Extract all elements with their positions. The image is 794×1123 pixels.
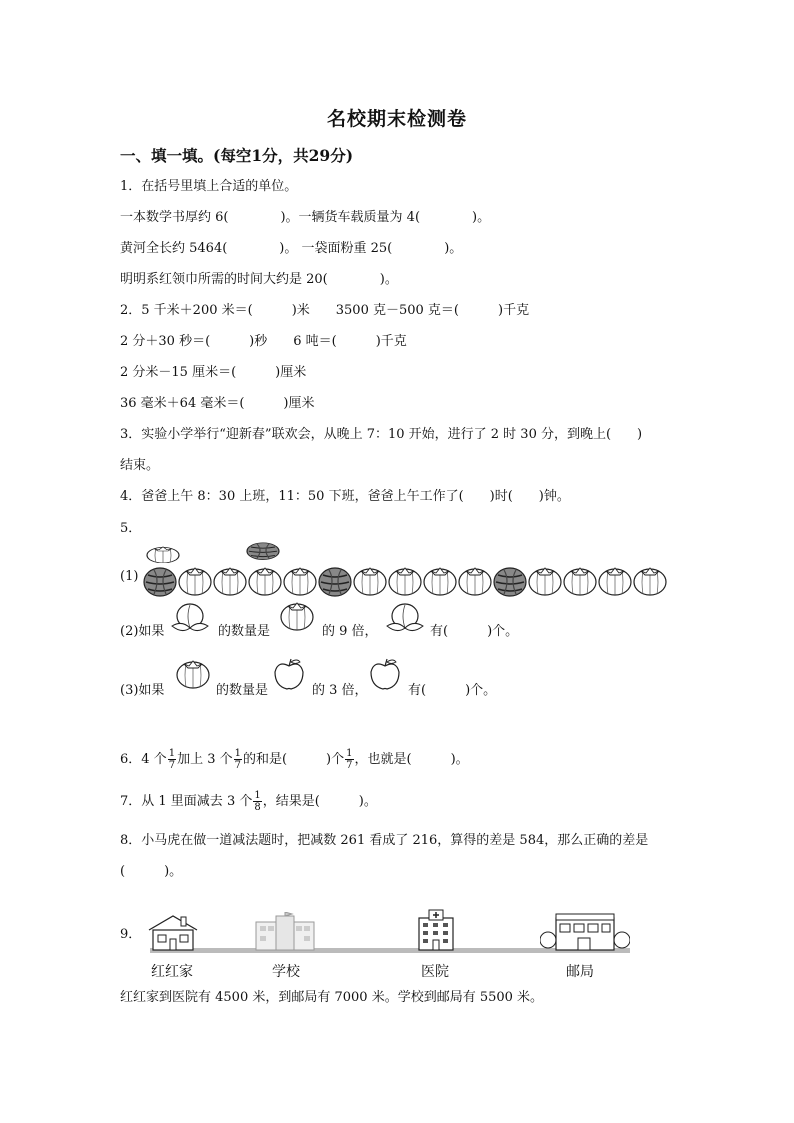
q1-line-3: 明明系红领巾所需的时间大约是 20( )。 bbox=[120, 272, 398, 287]
q8-line-1: 8．小马虎在做一道减法题时，把减数 261 看成了 216，算得的差是 584，那么正确的差是 bbox=[120, 833, 649, 848]
q5-part2-a: (2)如果 bbox=[120, 624, 165, 639]
place-label-school: 学校 bbox=[272, 964, 300, 980]
apple-icon bbox=[272, 658, 308, 694]
q1-line-1: 一本数学书厚约 6( )。一辆货车载质量为 4( )。 bbox=[120, 210, 491, 225]
q7-text-a: 7．从 1 里面减去 3 个 bbox=[120, 794, 253, 809]
q5-part3-b: 的数量是 bbox=[216, 683, 269, 698]
apple-icon bbox=[368, 658, 404, 694]
tomato-icon bbox=[564, 568, 596, 595]
fraction-denominator: 8 bbox=[254, 802, 261, 813]
tomato-icon bbox=[599, 568, 631, 595]
q2-line-4: 36 毫米＋64 毫米＝( )厘米 bbox=[120, 396, 315, 411]
q5-part3-d: 有( )个。 bbox=[408, 683, 497, 698]
tomato-icon bbox=[176, 658, 214, 694]
q3-line-1: 3．实验小学举行“迎新春”联欢会，从晚上 7：10 开始，进行了 2 时 30 分，到晚上( ) bbox=[120, 427, 643, 442]
hospital-icon bbox=[415, 908, 457, 952]
fraction-denominator: 7 bbox=[168, 760, 176, 771]
fraction-denominator: 7 bbox=[234, 760, 241, 771]
q3-line-2: 结束。 bbox=[120, 458, 160, 473]
watermelon-icon bbox=[144, 568, 176, 596]
q5-part3-a: (3)如果 bbox=[120, 683, 165, 698]
q6-line bbox=[120, 748, 469, 771]
place-label-hospital: 医院 bbox=[421, 964, 449, 980]
house-icon bbox=[145, 912, 201, 952]
q6-text-b: 加上 3 个 bbox=[177, 752, 233, 767]
fraction-one-seventh bbox=[345, 748, 353, 771]
q4-line: 4．爸爸上午 8：30 上班，11：50 下班，爸爸上午工作了( )时( )钟。 bbox=[120, 489, 570, 504]
fraction-denominator: 7 bbox=[346, 760, 353, 771]
q9-number: 9． bbox=[120, 927, 142, 942]
tomato-icon bbox=[529, 568, 561, 595]
tomato-icon bbox=[280, 600, 316, 634]
q2-line-1: 2．5 千米＋200 米＝( )米 3500 克－500 克＝( )千克 bbox=[120, 303, 530, 318]
q5-part2-d: 有( )个。 bbox=[430, 624, 519, 639]
q6-text-d: ，也就是( )。 bbox=[354, 752, 469, 767]
tomato-icon bbox=[459, 568, 491, 595]
tomato-icon bbox=[284, 568, 316, 595]
q1-heading: 1．在括号里填上合适的单位。 bbox=[120, 179, 298, 194]
tomato-icon bbox=[214, 568, 246, 595]
fraction-numerator: 1 bbox=[234, 748, 241, 759]
q6-text-c: 的和是( )个 bbox=[242, 752, 345, 767]
watermelon-icon bbox=[494, 568, 526, 596]
q7-line bbox=[120, 790, 377, 813]
q5-number: 5． bbox=[120, 521, 142, 536]
tomato-icon bbox=[354, 568, 386, 595]
fruit-row bbox=[143, 565, 673, 601]
q2-line-2: 2 分＋30 秒＝( )秒 6 吨＝( )千克 bbox=[120, 334, 407, 349]
q5-part3-c: 的 3 倍， bbox=[312, 683, 368, 698]
fraction-one-seventh bbox=[168, 748, 176, 771]
fraction-one-seventh bbox=[234, 748, 242, 771]
tomato-icon bbox=[179, 568, 211, 595]
tomato-icon bbox=[249, 568, 281, 595]
tomato-icon bbox=[146, 545, 182, 563]
watermelon-icon bbox=[246, 541, 282, 563]
school-icon bbox=[254, 912, 316, 952]
q6-text-a: 6．4 个 bbox=[120, 752, 167, 767]
q9-text: 红红家到医院有 4500 米，到邮局有 7000 米。学校到邮局有 5500 米。 bbox=[120, 990, 544, 1005]
section-heading: 一、填一填。(每空1分，共29分) bbox=[120, 146, 354, 165]
q8-line-2: ( )。 bbox=[120, 864, 183, 879]
q5-part1-label: (1) bbox=[120, 569, 139, 584]
q5-part2-b: 的数量是 bbox=[218, 624, 271, 639]
tomato-icon bbox=[424, 568, 456, 595]
place-label-post-office: 邮局 bbox=[566, 964, 594, 980]
q5-part2-c: 的 9 倍， bbox=[322, 624, 378, 639]
fraction-numerator: 1 bbox=[168, 748, 176, 759]
fraction-numerator: 1 bbox=[254, 790, 261, 801]
place-label-home: 红红家 bbox=[151, 964, 193, 980]
peach-icon bbox=[170, 602, 212, 638]
tomato-icon bbox=[389, 568, 421, 595]
post-office-icon bbox=[540, 910, 630, 952]
fraction-numerator: 1 bbox=[346, 748, 353, 759]
q7-text-b: ，结果是( )。 bbox=[262, 794, 377, 809]
watermelon-icon bbox=[319, 568, 351, 596]
tomato-icon bbox=[634, 568, 666, 595]
q1-line-2: 黄河全长约 5464( )。 一袋面粉重 25( )。 bbox=[120, 241, 463, 256]
page-title: 名校期末检测卷 bbox=[326, 108, 467, 130]
peach-icon bbox=[385, 602, 427, 638]
q2-line-3: 2 分米－15 厘米＝( )厘米 bbox=[120, 365, 307, 380]
fraction-one-eighth bbox=[253, 790, 261, 813]
